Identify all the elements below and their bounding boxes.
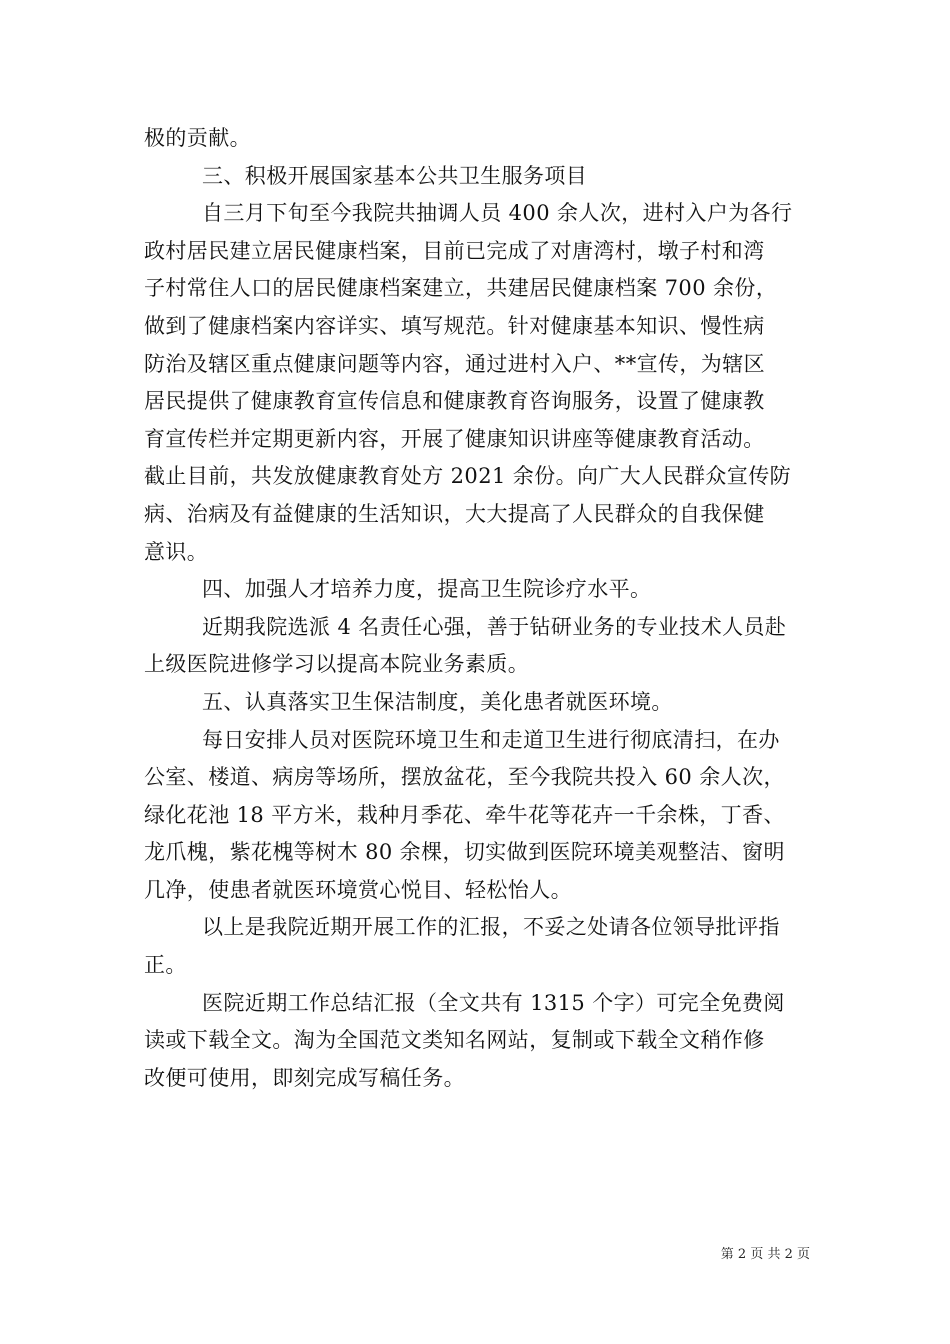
text-line: 读或下载全文。淘为全国范文类知名网站，复制或下载全文稍作修 xyxy=(144,1028,765,1053)
text-line: 上级医院进修学习以提高本院业务素质。 xyxy=(144,652,530,677)
text-line: 公室、楼道、病房等场所，摆放盆花，至今我院共投入 60 余人次， xyxy=(144,765,785,790)
text-line: 绿化花池 18 平方米，栽种月季花、牵牛花等花卉一千余株，丁香、 xyxy=(144,802,785,827)
text-line: 育宣传栏并定期更新内容，开展了健康知识讲座等健康教育活动。 xyxy=(144,426,765,451)
text-line: 意识。 xyxy=(144,539,209,564)
text-line: 几净，使患者就医环境赏心悦目、轻松怡人。 xyxy=(144,877,572,902)
text-line: 做到了健康档案内容详实、填写规范。针对健康基本知识、慢性病 xyxy=(144,313,765,338)
text-line: 居民提供了健康教育宣传信息和健康教育咨询服务，设置了健康教 xyxy=(144,389,765,414)
document-body xyxy=(144,120,806,1097)
text-line: 龙爪槐，紫花槐等树木 80 余棵，切实做到医院环境美观整洁、窗明 xyxy=(144,840,785,865)
text-line: 每日安排人员对医院环境卫生和走道卫生进行彻底清扫，在办 xyxy=(202,727,780,752)
section-heading-4: 四、加强人才培养力度，提高卫生院诊疗水平。 xyxy=(202,577,652,602)
page-number: 第 2 页 共 2 页 xyxy=(720,1247,810,1262)
section-heading-5: 五、认真落实卫生保洁制度，美化患者就医环境。 xyxy=(202,689,673,714)
section-heading-3: 三、积极开展国家基本公共卫生服务项目 xyxy=(202,163,588,188)
text-line: 近期我院选派 4 名责任心强，善于钻研业务的专业技术人员赴 xyxy=(202,614,787,639)
text-line: 病、治病及有益健康的生活知识，大大提高了人民群众的自我保健 xyxy=(144,501,765,526)
text-line: 自三月下旬至今我院共抽调人员 400 余人次，进村入户为各行 xyxy=(202,201,793,226)
text-line: 改便可使用，即刻完成写稿任务。 xyxy=(144,1065,465,1090)
text-line: 极的贡献。 xyxy=(144,126,251,150)
text-line: 政村居民建立居民健康档案，目前已完成了对唐湾村，墩子村和湾 xyxy=(144,238,765,263)
text-line: 子村常住人口的居民健康档案建立，共建居民健康档案 700 余份， xyxy=(144,276,778,301)
text-line: 防治及辖区重点健康问题等内容，通过进村入户、**宣传，为辖区 xyxy=(144,351,765,376)
text-line: 医院近期工作总结汇报（全文共有 1315 个字）可完全免费阅 xyxy=(202,990,785,1015)
text-line: 以上是我院近期开展工作的汇报，不妥之处请各位领导批评指 xyxy=(202,915,780,940)
text-line: 正。 xyxy=(144,953,187,978)
text-line: 截止目前，共发放健康教育处方 2021 余份。向广大人民群众宣传防 xyxy=(144,464,791,489)
